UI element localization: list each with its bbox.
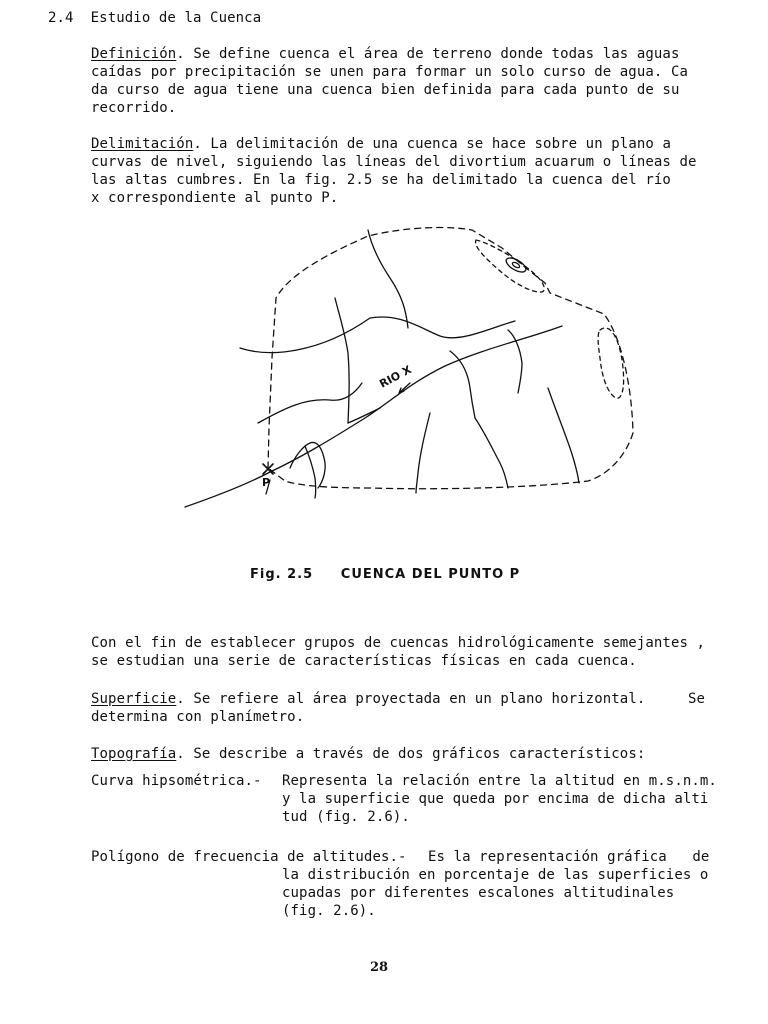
superficie-text-1: . Se refiere al área proyectada en un plano horizontal. Se [176,691,706,707]
tributary-8 [416,413,430,493]
superficie-line-2: determina con planímetro. [91,709,305,725]
poligono-line-1: Es la representación gráfica de [428,849,710,865]
curva-label: Curva hipsométrica.- [91,773,262,789]
intro-line-1: Con el fin de establecer grupos de cuencas hidrológicamente semejantes , [91,635,706,651]
superficie-term: Superficie [91,691,177,707]
topografia-line-1 [91,745,645,763]
tributary-9 [305,446,316,498]
river-x-label: RIO X [377,363,414,391]
definicion-term: Definición [91,46,177,62]
delimitacion-line-2: curvas de nivel, siguiendo las líneas del divortium acuarum o líneas de [91,154,697,170]
tributary-2 [335,298,349,423]
hill-contour-2 [598,328,624,398]
figure-caption-text: CUENCA DEL PUNTO P [340,567,521,582]
river-x-main [185,326,562,507]
section-number: 2.4 [48,10,74,26]
section-title: Estudio de la Cuenca [90,10,262,26]
contour-line-3 [290,442,325,488]
poligono-line-2: la distribución en porcentaje de las superficies o [282,867,709,883]
superficie-line-1 [91,690,705,708]
hill-summit-1 [504,255,528,275]
delimitacion-line-1 [91,135,671,153]
definicion-line-4: recorrido. [91,100,177,116]
tributary-3 [348,408,380,423]
basin-divide-boundary [268,228,633,489]
delimitacion-line-3: las altas cumbres. En la fig. 2.5 se ha delimitado la cuenca del río [91,172,671,188]
basin-map-figure [170,218,650,548]
definicion-line-1 [91,45,680,63]
intro-line-2: se estudian una serie de características físicas en cada cuenca. [91,653,637,669]
figure-caption-number: Fig. 2.5 [250,567,314,582]
page-number: 28 [370,960,389,975]
topografia-text-1: . Se describe a través de dos gráficos característicos: [176,746,646,762]
definicion-text-1: . Se define cuenca el área de terreno donde todas las aguas [176,46,680,62]
tributary-1 [368,230,408,328]
poligono-line-3: cupadas por diferentes escalones altitudinales [282,885,675,901]
tributary-7 [548,388,579,483]
delimitacion-text-1: . La delimitación de una cuenca se hace sobre un plano a [193,136,671,152]
topografia-term: Topografía [91,746,177,762]
definicion-line-2: caídas por precipitación se unen para formar un solo curso de agua. Ca [91,64,689,80]
curva-line-1: Representa la relación entre la altitud en m.s.n.m. [282,773,717,789]
poligono-line-4: (fig. 2.6). [282,903,376,919]
contour-line-2 [258,383,362,423]
curva-line-3: tud (fig. 2.6). [282,809,410,825]
point-p-label: P [262,476,271,489]
figure-caption [250,567,520,582]
delimitacion-line-4: x correspondiente al punto P. [91,190,339,206]
poligono-label: Polígono de frecuencia de altitudes.- [91,849,407,865]
curva-line-2: y la superficie que queda por encima de dicha alti [282,791,709,807]
contour-line-1 [240,317,515,353]
definicion-line-3: da curso de agua tiene una cuenca bien definida para cada punto de su [91,82,680,98]
tributary-4 [450,351,475,418]
section-heading [48,9,261,27]
tributary-6 [475,418,508,488]
delimitacion-term: Delimitación [91,136,194,152]
